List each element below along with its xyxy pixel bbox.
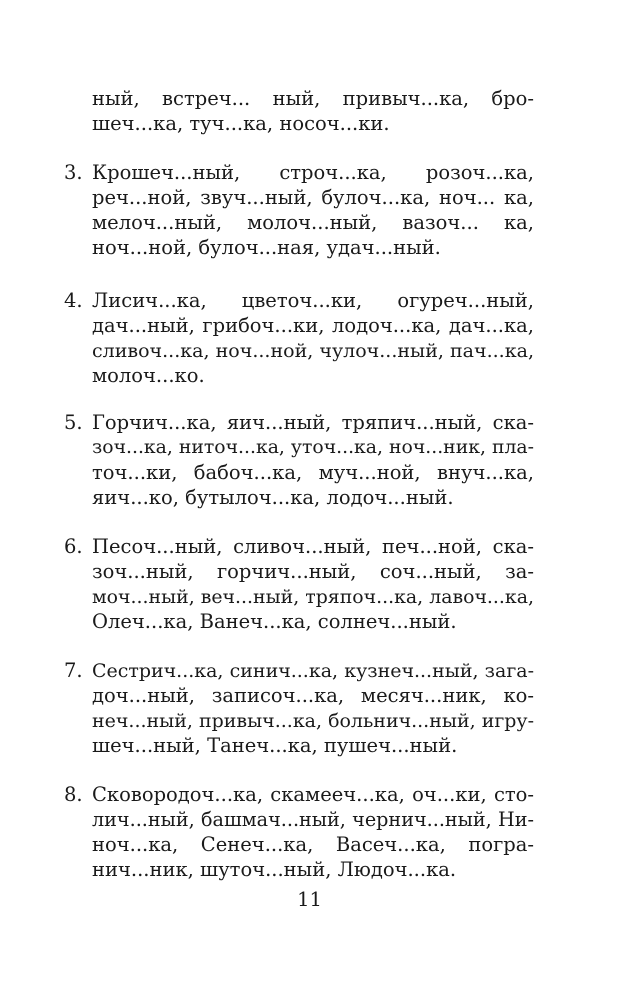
text-line: моч...ный, веч...ный, тряпоч...ка, лавоч...ка, [92, 586, 534, 608]
exercise-number: 6. [64, 535, 83, 558]
exercise-number: 5. [64, 411, 83, 434]
text-line: яич...ко, бутылоч...ка, лодоч...ный. [92, 486, 454, 509]
text-line: дач...ный, грибоч...ки, лодоч...ка, дач...ка, [92, 314, 534, 337]
text-line: мелоч...ный, молоч...ный, вазоч... ка, [92, 211, 534, 234]
exercise-number: 8. [64, 783, 83, 806]
page-number: 11 [297, 888, 322, 911]
text-line: Олеч...ка, Ванеч...ка, солнеч...ный. [92, 610, 457, 633]
text-line: Сестрич...ка, синич...ка, кузнеч...ный, зага- [92, 660, 534, 682]
text-line: реч...ной, звуч...ный, булоч...ка, ноч... ка, [92, 186, 534, 209]
text-line: шеч...ный, Танеч...ка, пушеч...ный. [92, 734, 458, 757]
exercise-number: 3. [64, 161, 83, 184]
text-line: зоч...ный, горчич...ный, соч...ный, за- [92, 560, 534, 583]
text-line: ный, встреч... ный, привыч...ка, бро- [92, 87, 534, 110]
text-line: Песоч...ный, сливоч...ный, печ...ной, ска- [92, 535, 534, 558]
text-line: шеч...ка, туч...ка, носоч...ки. [92, 112, 390, 135]
text-line: ноч...ка, Сенеч...ка, Васеч...ка, погра- [92, 833, 534, 856]
text-line: сливоч...ка, ноч...ной, чулоч...ный, пач...ка, [92, 340, 534, 362]
text-line: молоч...ко. [92, 364, 205, 387]
text-line: Сковородоч...ка, скамееч...ка, оч...ки, сто- [92, 783, 534, 806]
exercise-number: 4. [64, 289, 83, 312]
text-line: ноч...ной, булоч...ная, удач...ный. [92, 236, 441, 259]
text-line: доч...ный, записоч...ка, месяч...ник, ко- [92, 684, 534, 707]
exercise-number: 7. [64, 659, 83, 682]
text-line: Горчич...ка, яич...ный, тряпич...ный, ска- [92, 411, 534, 434]
text-line: нич...ник, шуточ...ный, Людоч...ка. [92, 858, 457, 881]
text-line: неч...ный, привыч...ка, больнич...ный, игру- [92, 710, 534, 732]
text-line: лич...ный, башмач...ный, чернич...ный, Ни- [92, 808, 534, 831]
text-line: точ...ки, бабоч...ка, муч...ной, внуч...ка, [92, 461, 534, 484]
text-line: Лисич...ка, цветоч...ки, огуреч...ный, [92, 289, 534, 312]
text-line: Крошеч...ный, строч...ка, розоч...ка, [92, 161, 534, 184]
text-line: зоч...ка, ниточ...ка, уточ...ка, ноч...ник, пла- [92, 437, 534, 458]
